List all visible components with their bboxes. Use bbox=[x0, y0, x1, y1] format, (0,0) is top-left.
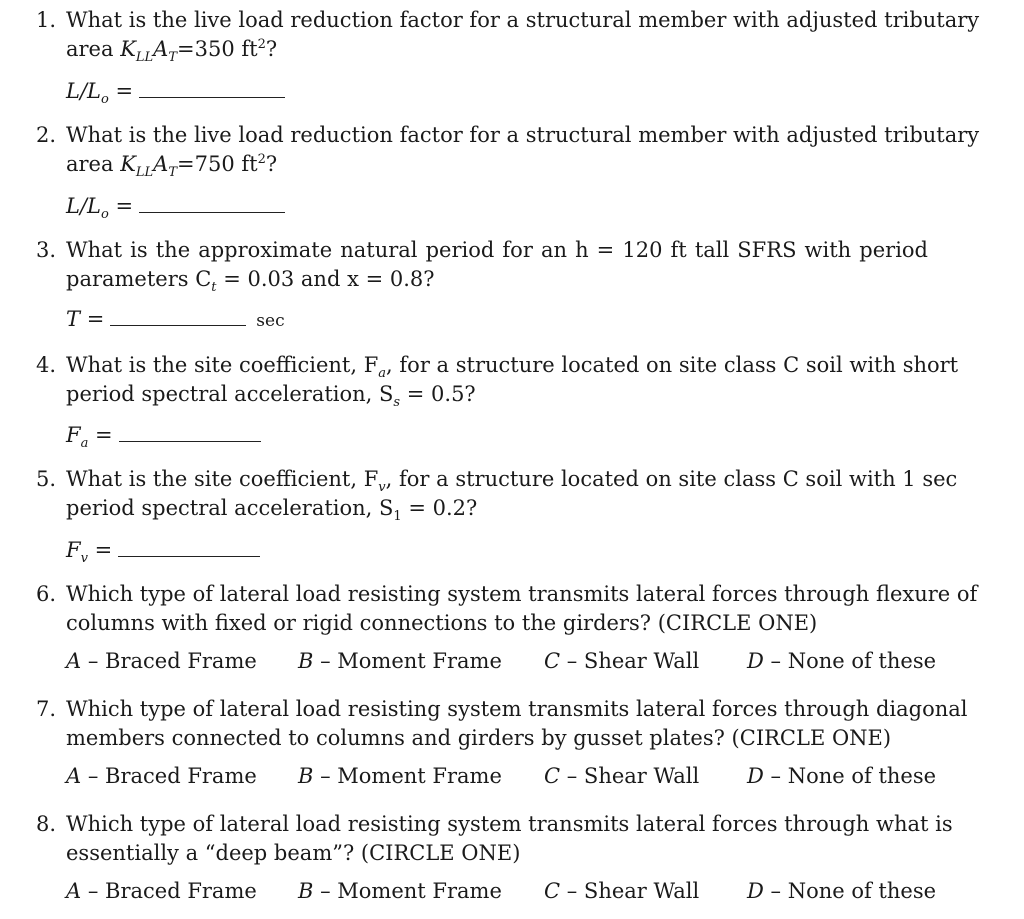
option-b[interactable]: B – Moment Frame bbox=[298, 649, 502, 673]
option-b[interactable]: B – Moment Frame bbox=[298, 764, 502, 788]
question-text-line1: Which type of lateral load resisting system transmits lateral forces through diagonal bbox=[66, 697, 968, 721]
question-number: 1. bbox=[36, 8, 57, 32]
question-text-line2: area $K_{LL}A_T=350$ $ft^2$? bbox=[66, 37, 278, 66]
answer-row: $L/L_o$ = bbox=[66, 194, 285, 222]
question-text-line2: period spectral acceleration, $S_1 = 0.2$? bbox=[66, 496, 478, 525]
question-number: 4. bbox=[36, 353, 57, 377]
question-number: 5. bbox=[36, 467, 57, 491]
answer-blank[interactable] bbox=[119, 440, 261, 442]
question-text-line1: What is the approximate natural period for an h = 120 ft tall SFRS with period bbox=[66, 238, 928, 262]
answer-row: $F_a$ = bbox=[66, 423, 261, 451]
question-text-line2: period spectral acceleration, $S_s = 0.5$? bbox=[66, 382, 476, 411]
answer-blank[interactable] bbox=[139, 211, 285, 213]
option-a[interactable]: A – Braced Frame bbox=[66, 764, 257, 788]
question-text-line2: parameters $C_t = 0.03$ and x = 0.8? bbox=[66, 267, 435, 296]
answer-blank[interactable] bbox=[110, 324, 246, 326]
answer-row: $F_v$ = bbox=[66, 538, 260, 566]
option-c[interactable]: C – Shear Wall bbox=[544, 764, 700, 788]
question-number: 3. bbox=[36, 238, 57, 262]
option-d[interactable]: D – None of these bbox=[747, 879, 937, 903]
option-c[interactable]: C – Shear Wall bbox=[544, 879, 700, 903]
question-text-line1: What is the site coefficient, $F_v$, for a structure located on site class C soil with 1 sec bbox=[66, 467, 958, 496]
answer-row: $L/L_o$ = bbox=[66, 79, 285, 107]
option-d[interactable]: D – None of these bbox=[747, 649, 937, 673]
question-text-line1: What is the live load reduction factor for a structural member with adjusted tributary bbox=[66, 8, 980, 32]
answer-row: T = sec bbox=[66, 307, 285, 331]
question-text-line2: essentially a “deep beam”? (CIRCLE ONE) bbox=[66, 841, 521, 865]
question-text-line1: What is the live load reduction factor for a structural member with adjusted tributary bbox=[66, 123, 980, 147]
question-text-line2: columns with fixed or rigid connections to the girders? (CIRCLE ONE) bbox=[66, 611, 818, 635]
question-text-line1: Which type of lateral load resisting system transmits lateral forces through flexure of bbox=[66, 582, 978, 606]
question-text-line1: Which type of lateral load resisting system transmits lateral forces through what is bbox=[66, 812, 953, 836]
question-text-line1: What is the site coefficient, $F_a$, for a structure located on site class C soil with short bbox=[66, 353, 959, 382]
question-text-line2: area $K_{LL}A_T=750$ $ft^2$? bbox=[66, 152, 278, 181]
unit-label: sec bbox=[256, 311, 285, 331]
option-b[interactable]: B – Moment Frame bbox=[298, 879, 502, 903]
option-a[interactable]: A – Braced Frame bbox=[66, 879, 257, 903]
option-a[interactable]: A – Braced Frame bbox=[66, 649, 257, 673]
question-text-line2: members connected to columns and girders by gusset plates? (CIRCLE ONE) bbox=[66, 726, 892, 750]
question-number: 6. bbox=[36, 582, 57, 606]
question-number: 7. bbox=[36, 697, 57, 721]
question-number: 8. bbox=[36, 812, 57, 836]
question-number: 2. bbox=[36, 123, 57, 147]
option-d[interactable]: D – None of these bbox=[747, 764, 937, 788]
answer-blank[interactable] bbox=[118, 555, 260, 557]
answer-blank[interactable] bbox=[139, 96, 285, 98]
option-c[interactable]: C – Shear Wall bbox=[544, 649, 700, 673]
